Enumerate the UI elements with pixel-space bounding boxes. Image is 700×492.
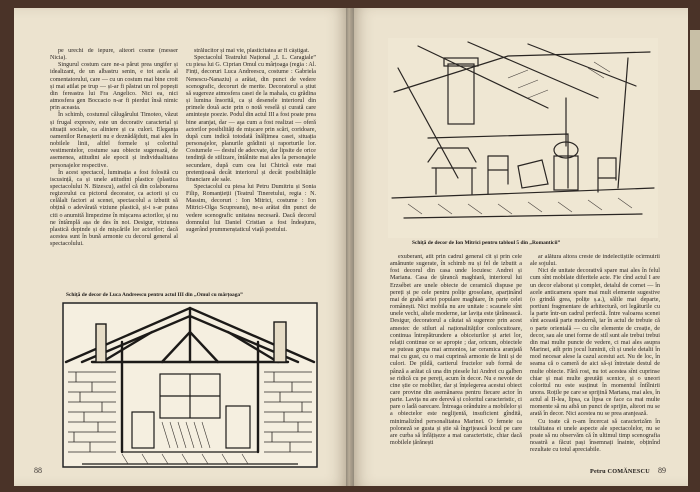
book-gutter	[346, 8, 354, 486]
paragraph: strălucitor și mai vie, plasticitatea ar fi câștigat.	[194, 48, 310, 54]
page-edge	[690, 30, 700, 90]
right-page	[350, 8, 688, 486]
paragraph: exuberant, atît prin cadrul general cît și prin cele amănunte sugerate, în schimb nu și fel de izbutit a fost decorul din casa unde locuiesc Andrei și Mariana. Casa de țărancă maghiară, interiorul lui Erzsébet are unele obiecte de ceramică dispuse pe pereți și pe cele pentru polițe grosolane, aparținând mai de grabă artei populare maghiare, în parte celei românești. Nici mobila nu are unitate : scaunele sînt unele vechi, altele moderne, iar lavița este țărănească. Desigur, decoratorul a căutat să sugereze prin acest amestec de stiluri al naționalităților conlocuitoare, continua întrepătrundere a obiceiurilor și artei lor, relații continue ce se apropie ; dar, oricum, obiectele se puteau grupa mai armonios, iar ceramica aranjată mai cu gust, cu o mai cuprinsă armonie de linii și de culori. De pildă, cartierul fructelor sub formă de pânză a arătat că una din piesele lui Andrei cu galben se ridică cu pe pereți, acum în decor. Nu e nevoie de cine știe ce mobilier, dar și înțelegerea acestui obiect care provine din asemănarea pentru fiecare actor în parte. Lavița nu are derevă și coloritul caracteristic, ci pare o ladă oarecare. Întreaga orânduire a mobilelor și a obiectelor este neglijentă, insuficient gîndită, minimalizînd personalitatea Marinei. O femeie ca poloneză se gusta și știe să îngrijească locul pe care are curba să înfățișeze a mai caracteristic, chiar dacă mobilele țărănești	[390, 254, 522, 447]
paragraph: Spectacolul cu piesa lui Petru Dumitriu și Sonia Filip, Romanțieții (Teatrul Tineretului, regia : N. Massim, decoruri : Ion Mitrici, costume : Ion Mitrici-Olga Scupreanu), ne-a arătat din punct de vedere scenografic unitatea necesară. Dacă decorul domnului lui Daniel Cristian a fost îndeajuns, sugerând prummenștaticul viață poetului.	[186, 183, 316, 233]
paragraph: În acest spectacol, luminația a fost folosită cu iscusință, ca și unele atitudini plastice (plastica spectacolului N. Bizescu), astfel că din colaborarea regizorului cu pictorul decorator, ca actorii și cu celălalt factori ai scenei, spectacolul a izbutit să obțină o adevărată viziune plastică, și-i s-ar putea citi o anumită limpezime în mișcarea actorilor, și nu ne întâmplă așa de des în noi. Desigur, viziunea plastică depinde și de mișcările lor actorilor; dacă acestea sunt în bună armonie cu decorul general al spectacolului.	[50, 169, 178, 248]
stage-sketch-attic	[62, 302, 318, 468]
right-column-2	[530, 254, 660, 464]
right-illustration-caption: Schiță de decor de Ion Mitrici pentru tabloul 5 din „Romanticii”	[412, 240, 561, 246]
paragraph: Spectacolul Teatrului Național „I. L. Caragiale” cu piesa lui G. Ciprian Omul cu mârțoaga (regia : Al. Finți, decoruri Luca Andreescu, costume : Gabriela Nenescu-Nanaziu) a arătat, din punct de vedere scenografic, decoruri de merite. Decoratorul a știut să sugereze atmosfera casei de la mahala, cu grădina și lumina însorită, ca și desenele interiorul din primele două acte prin o notă veselă și curată care amintește poezie. Podul din actul III a fost poate prea bine aranjat, dar — aşa cum a fost realizat — oferă actorilor posibilități de mișcare prin scări, coridoare, după cum indică totodată înălțimea casei, situația personajelor, planurile grădinii și raporturile lor. Costumele — destul de adecvate, dar lipsite de orice tendință de stilizare, întâlnite mai ales la personajele secundare, după cum cea lui Chirică este mai pretențioasă decât interiorul și decât posibilitățile financiare ale sale.	[186, 55, 316, 183]
stage-sketch-romanticii	[388, 38, 658, 238]
page-number-right: 89	[658, 466, 666, 475]
left-page	[14, 8, 350, 486]
right-column-1	[390, 254, 522, 466]
paragraph: În schimb, costumul călugărului Timoteo, văzut și frugal expresiv, este un decorativ caracterial și situații sociale, ca aliniere și ca culori. Eleganța oamenilor Renașterii nu e deznădăjduit, mai ales în nobilele linii, altfel formele și coloritul vestimentelor, costume sau obiecte sugerează, de asemenea, atitudini ale epocii și individualitatea personajelor respective.	[50, 112, 178, 169]
left-illustration-caption: Schiță de decor de Luca Andreescu pentru actul III din „Omul cu mârțoaga”	[66, 292, 243, 298]
page-number-left: 88	[34, 466, 42, 475]
paragraph: Singurul costum care ne-a părut prea ungifer și idealizant, de un albastru senin, e tot acela al comentatorului, care — cu un costum mai bine croit și mai atilat pe trup — și-ar fi păstrat un rol popești din fereastra lui Fra Angelico. Nici ea, nici atmosfera gen Boccacio n-ar fi pierdut însă nimic prin aceasta.	[50, 62, 178, 112]
paragraph: Nici de unitate decorativă spare mai ales în felul cum sînt mobilate diferitele acte. Fie cînd actul I are un decor elaborat și complet, detalul de cornet — în acele anticamera spare mai mult elemente sugestive (o grindă grea, polițe ș.a.), sălile mai departe, portiuni fragmentare de arhitectură, ori legăturile cu la parte într-un cadrul perfectă. Între valoarea scenei sînt această parte modernă, iar în actul de trebuie că o parte orientală — cu cîte elemente de creație, de decor, sau ale unei forme de stil sunt ale trebui trebui din mai multe puncte de vedere, ci mai ales asupra Marinei, atît prin jocul luminii, cît și unele detalii în mod necesar alese la cazul acestui act. Nu de loc, în seama că o cameră de aici să-și întretaie destul de multe obiecte. Fără rost, nu tot acestea sînt cuprinse chiar și mai multe greutăți scenice, și o uneori coloritul nu este susținut în momentul întîlnirii unora. Roțile pe care se sprijină Mariana, mai ales, în actul al II-lea, lipsa, ca lipsa ce face ca mai multe momente să nu aibă un punct de sprijin, alteori nu se arată în decor. Nici acestea nu se prea aranjează.	[530, 268, 660, 418]
article-author: Petru COMĂNESCU	[590, 468, 650, 475]
paragraph: ar alătura altora creste de indelectiștile ocîrmuirii ale sojului.	[530, 254, 660, 268]
paragraph: pe urechi de iepure, alteori cosme (messer Nicia).	[50, 48, 178, 62]
left-column-2	[186, 48, 316, 280]
paragraph: Cu toate că n-am încercat să caracterizăm în totalitatea ei unele aspecte ale spectacolelor, nu se poate să nu observăm că în ultimul timp scenografia noastră a făcut pași însemnați înainte, obținînd rezultate cu totul apreciabile.	[530, 418, 660, 454]
left-column-1	[50, 48, 178, 280]
